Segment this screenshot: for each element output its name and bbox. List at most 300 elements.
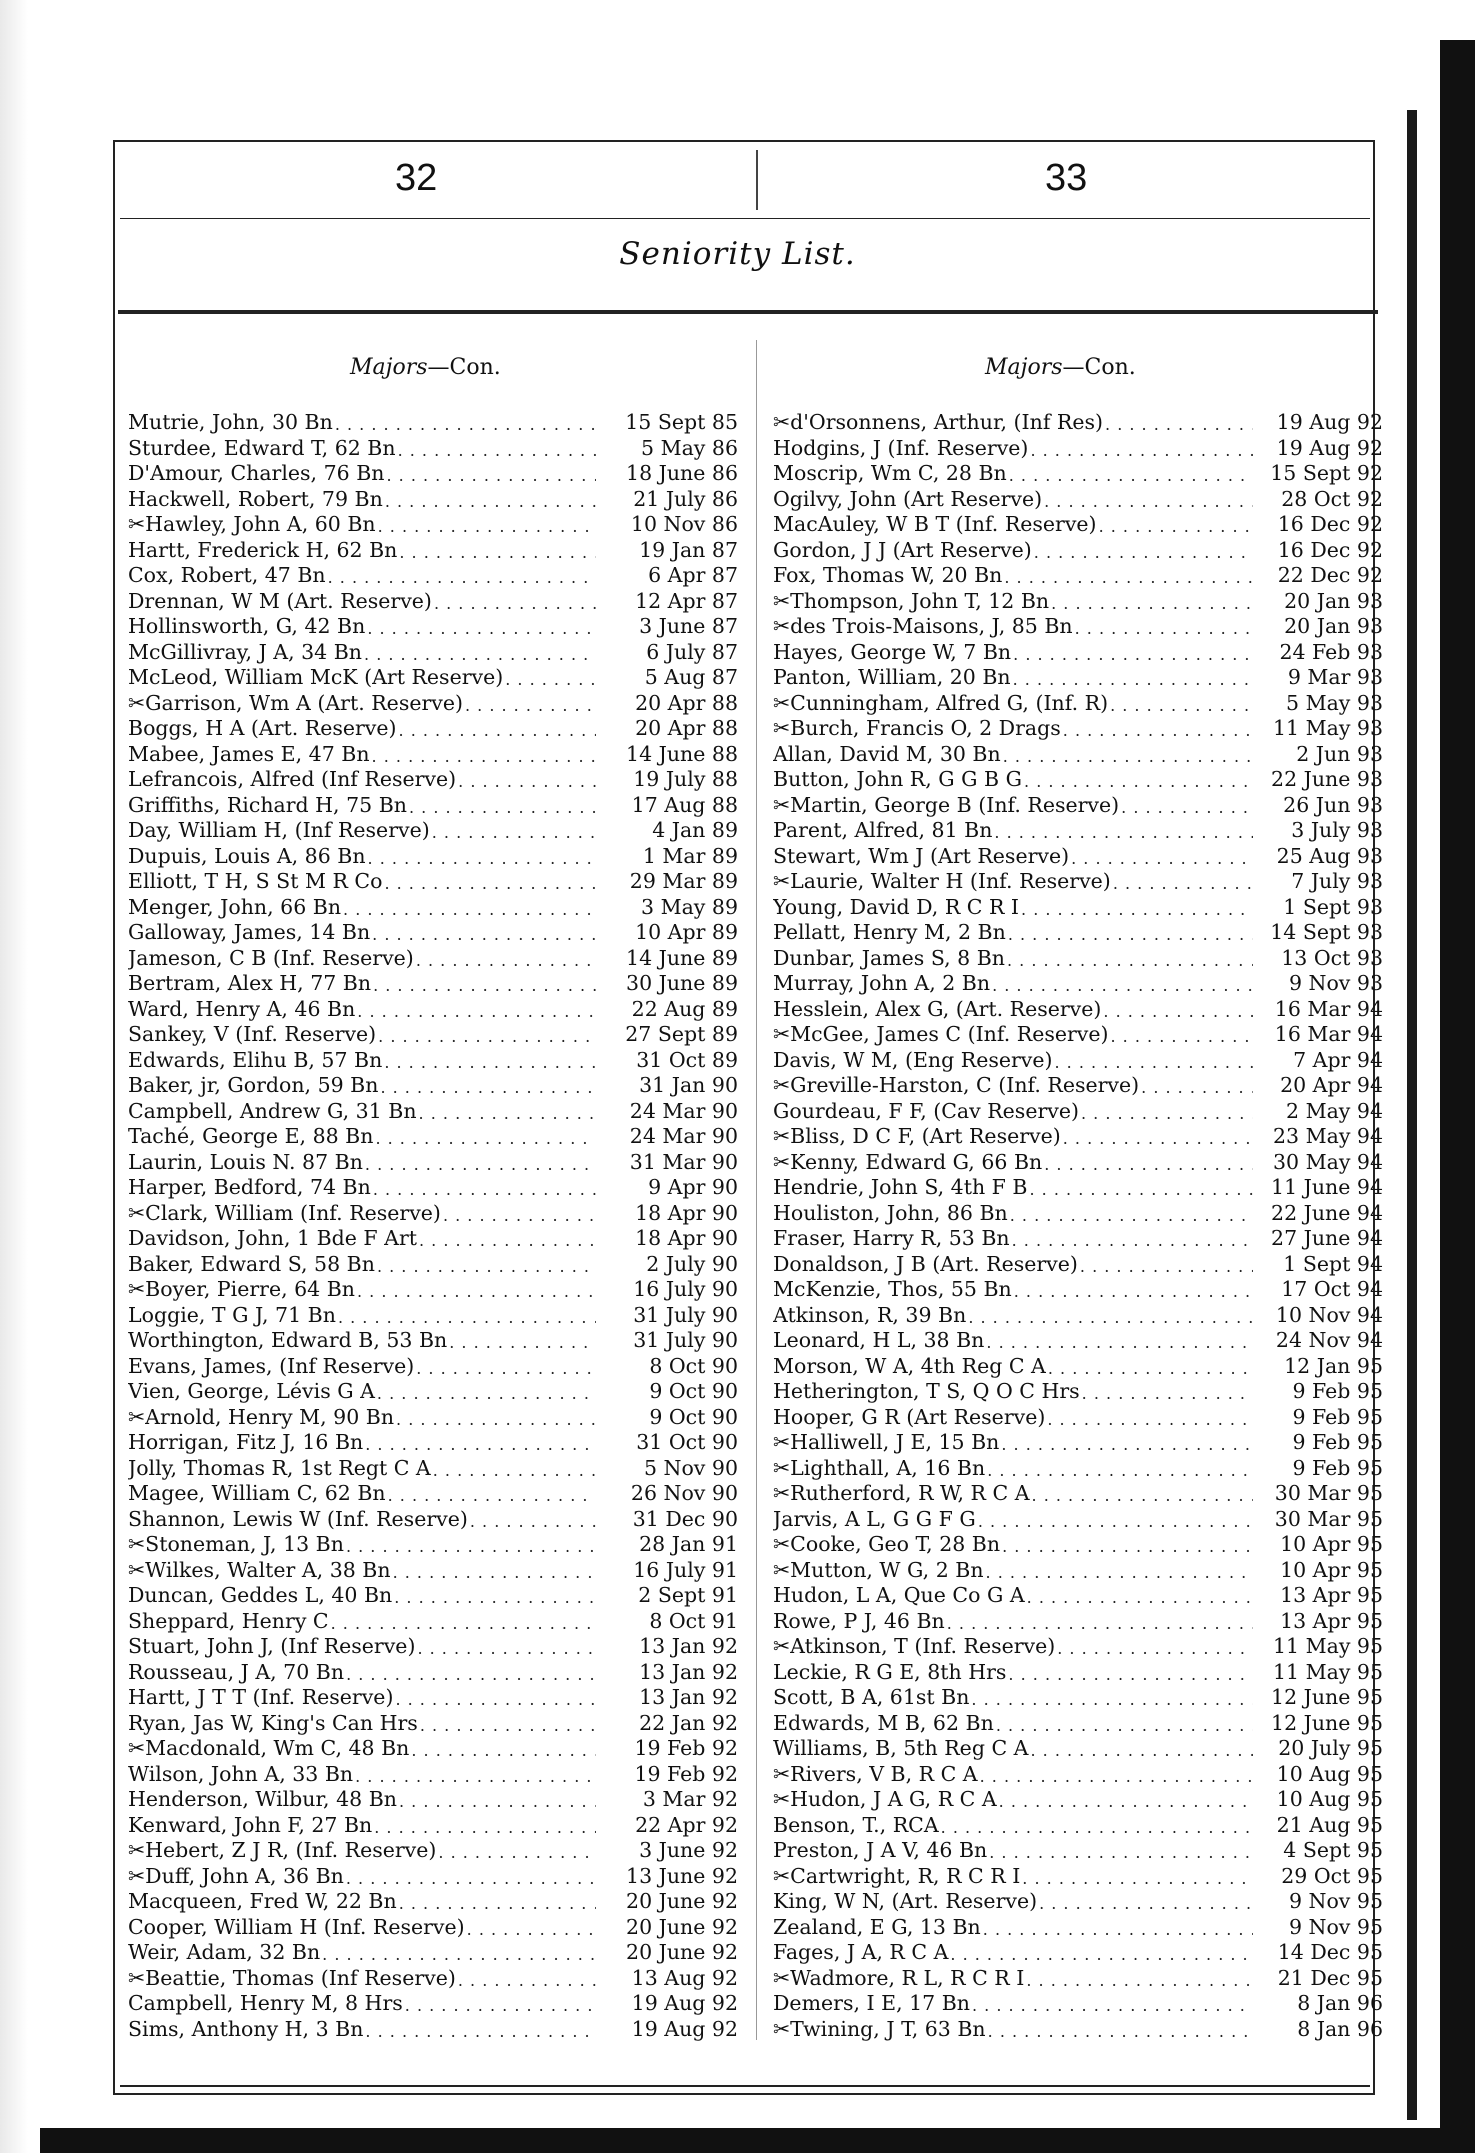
leader-dots [411, 1736, 596, 1762]
bottom-dark-band [40, 2128, 1475, 2153]
officer-name: Menger, John, 66 Bn [128, 894, 342, 919]
officer-name: Hetherington, T S, Q O C Hrs [773, 1379, 1080, 1403]
list-item [773, 1456, 1383, 1482]
seniority-date: 23 May 94 [1273, 1124, 1383, 1148]
list-item [128, 1150, 738, 1176]
list-item [128, 1507, 738, 1533]
leader-dots [398, 436, 596, 462]
list-item [128, 614, 738, 640]
officer-name: Jameson, C B (Inf. Reserve) [128, 945, 414, 970]
list-item [128, 1889, 738, 1915]
officer-name: Hendrie, John S, 4th F B [773, 1175, 1028, 1199]
seniority-date: 20 Apr 88 [635, 690, 738, 715]
officer-name: Atkinson, R, 39 Bn [773, 1302, 967, 1327]
seniority-date: 22 June 93 [1271, 767, 1383, 791]
seniority-date: 27 Sept 89 [625, 1022, 738, 1046]
list-item [773, 997, 1383, 1023]
leader-dots [1039, 1889, 1253, 1915]
seniority-date: 18 Apr 90 [635, 1200, 738, 1225]
leader-dots [1082, 1379, 1253, 1405]
leader-dots [335, 410, 596, 436]
list-item [773, 589, 1383, 615]
seniority-date: 12 Apr 87 [635, 588, 738, 613]
leader-dots [1001, 1430, 1253, 1456]
seniority-date: 10 Apr 95 [1280, 1557, 1383, 1582]
leader-dots [987, 1456, 1253, 1482]
leader-dots [971, 1685, 1253, 1711]
officer-name: Campbell, Henry M, 8 Hrs [128, 1991, 403, 2015]
leader-dots [372, 742, 596, 768]
officer-name: Davis, W M, (Eng Reserve) [773, 1047, 1053, 1072]
seniority-date: 16 July 90 [633, 1277, 738, 1301]
seniority-date: 16 July 91 [633, 1557, 738, 1582]
officer-name: ✂Cunningham, Alfred G, (Inf. R) [773, 690, 1109, 715]
officer-name: Hollinsworth, G, 42 Bn [128, 614, 366, 638]
seniority-date: 9 Oct 90 [649, 1404, 738, 1429]
leader-dots [419, 1099, 596, 1125]
officer-name: Hodgins, J (Inf. Reserve) [773, 435, 1029, 460]
seniority-date: 12 June 95 [1271, 1685, 1383, 1709]
list-item [773, 971, 1383, 997]
page-title: Seniority List. [619, 236, 856, 272]
officer-name: Parent, Alfred, 81 Bn [773, 818, 993, 842]
list-item [128, 869, 738, 895]
list-item [773, 1048, 1383, 1074]
leader-dots [1003, 742, 1253, 768]
seniority-date: 22 June 94 [1271, 1200, 1383, 1225]
officer-name: Fraser, Harry R, 53 Bn [773, 1226, 1010, 1250]
list-item [773, 1328, 1383, 1354]
officer-name: Fages, J A, R C A [773, 1940, 949, 1964]
seniority-date: 11 May 95 [1273, 1634, 1383, 1658]
seniority-date: 1 Mar 89 [642, 843, 738, 868]
list-item [128, 767, 738, 793]
list-item [128, 1532, 738, 1558]
list-item [773, 1711, 1383, 1737]
leader-dots [978, 1507, 1253, 1533]
seniority-date: 16 Mar 94 [1274, 996, 1383, 1021]
list-item [128, 1277, 738, 1303]
officer-name: ✂Lighthall, A, 16 Bn [773, 1455, 986, 1480]
list-item [128, 1813, 738, 1839]
list-item [128, 1405, 738, 1431]
officer-name: Hesslein, Alex G, (Art. Reserve) [773, 996, 1102, 1021]
list-item [128, 1175, 738, 1201]
list-item [128, 716, 738, 742]
list-item [773, 563, 1383, 589]
officer-name: ✂des Trois-Maisons, J, 85 Bn [773, 614, 1073, 638]
list-item [128, 1481, 738, 1507]
seniority-date: 21 Aug 95 [1276, 1812, 1383, 1837]
seniority-date: 9 Feb 95 [1292, 1430, 1383, 1454]
seniority-date: 10 Nov 94 [1275, 1302, 1383, 1327]
officer-name: ✂Mutton, W G, 2 Bn [773, 1557, 984, 1582]
seniority-date: 19 Aug 92 [1276, 410, 1383, 434]
seniority-date: 19 Aug 92 [631, 1991, 738, 2015]
officer-name: Campbell, Andrew G, 31 Bn [128, 1098, 417, 1123]
list-item [773, 1481, 1383, 1507]
list-item [128, 1252, 738, 1278]
officer-name: Button, John R, G G B G [773, 767, 1023, 791]
leader-dots [367, 614, 596, 640]
leader-dots [384, 869, 596, 895]
seniority-date: 24 Nov 94 [1275, 1328, 1383, 1352]
leader-dots [380, 1073, 596, 1099]
officer-name: Dupuis, Louis A, 86 Bn [128, 843, 366, 868]
list-item [128, 691, 738, 717]
leader-dots [1099, 512, 1253, 538]
leader-dots [1024, 767, 1253, 793]
officer-name: Ryan, Jas W, King's Can Hrs [128, 1710, 418, 1735]
list-item [128, 1099, 738, 1125]
officer-name: Murray, John A, 2 Bn [773, 971, 991, 995]
leader-dots [1013, 665, 1253, 691]
leader-dots [322, 1940, 596, 1966]
leader-dots [1030, 1175, 1254, 1201]
list-item [128, 2017, 738, 2043]
list-item [773, 1099, 1383, 1125]
officer-name: Sturdee, Edward T, 62 Bn [128, 435, 396, 460]
officer-name: Shannon, Lewis W (Inf. Reserve) [128, 1506, 468, 1531]
officer-name: ✂Wadmore, R L, R C R I [773, 1965, 1025, 1990]
seniority-date: 30 Mar 95 [1274, 1481, 1383, 1505]
seniority-date: 20 June 92 [626, 1940, 738, 1964]
leader-dots [1105, 410, 1253, 436]
list-item [773, 1991, 1383, 2017]
seniority-date: 6 Apr 87 [648, 563, 738, 587]
leader-dots [399, 538, 596, 564]
leader-dots [1009, 461, 1253, 487]
leader-dots [1044, 1150, 1253, 1176]
list-item [128, 1966, 738, 1992]
list-item [773, 1558, 1383, 1584]
officer-name: Fox, Thomas W, 20 Bn [773, 563, 1003, 587]
list-item [773, 920, 1383, 946]
leader-dots [405, 1991, 596, 2017]
officer-name: Hayes, George W, 7 Bn [773, 639, 1012, 664]
list-item [773, 1762, 1383, 1788]
footer-rule [120, 2085, 1370, 2087]
leader-dots [393, 1558, 596, 1584]
leader-dots [378, 512, 596, 538]
list-item [773, 742, 1383, 768]
list-item [773, 818, 1383, 844]
officer-name: Cox, Robert, 47 Bn [128, 563, 326, 587]
seniority-date: 15 Sept 92 [1270, 461, 1383, 485]
list-item [773, 1532, 1383, 1558]
seniority-date: 25 Aug 93 [1276, 843, 1383, 868]
seniority-date: 9 Nov 95 [1288, 1889, 1383, 1913]
leader-dots [1121, 793, 1253, 819]
list-item [773, 716, 1383, 742]
list-item [773, 1813, 1383, 1839]
list-item [773, 487, 1383, 513]
officer-name: Williams, B, 5th Reg C A [773, 1736, 1029, 1760]
leader-dots [1141, 1073, 1253, 1099]
seniority-date: 1 Sept 94 [1283, 1251, 1383, 1276]
seniority-date: 3 June 92 [639, 1838, 738, 1862]
officer-name: ✂Clark, William (Inf. Reserve) [128, 1200, 441, 1225]
officer-name: Hudon, L A, Que Co G A [773, 1583, 1025, 1607]
list-item [773, 1583, 1383, 1609]
seniority-date: 14 Dec 95 [1277, 1940, 1383, 1964]
leader-dots [980, 1762, 1253, 1788]
seniority-date: 26 Nov 90 [630, 1481, 738, 1505]
list-item [773, 436, 1383, 462]
officer-name: ✂Macdonald, Wm C, 48 Bn [128, 1736, 410, 1760]
seniority-date: 13 Oct 93 [1281, 945, 1383, 970]
list-item [773, 1838, 1383, 1864]
list-item [128, 1354, 738, 1380]
seniority-date: 24 Mar 90 [629, 1124, 738, 1148]
list-item [128, 946, 738, 972]
list-item [773, 538, 1383, 564]
leader-dots [1021, 895, 1253, 921]
leader-dots [1034, 538, 1253, 564]
list-item [128, 742, 738, 768]
seniority-date: 24 Feb 93 [1279, 639, 1383, 664]
seniority-date: 29 Mar 89 [629, 869, 738, 893]
list-item [128, 1430, 738, 1456]
seniority-date: 12 Jan 95 [1284, 1353, 1383, 1378]
leader-dots [1047, 1405, 1253, 1431]
officer-name: McKenzie, Thos, 55 Bn [773, 1277, 1012, 1301]
officer-name: ✂Thompson, John T, 12 Bn [773, 588, 1050, 613]
leader-dots [377, 1252, 596, 1278]
list-item [773, 1430, 1383, 1456]
leader-dots [1032, 1481, 1253, 1507]
seniority-date: 9 Oct 90 [649, 1379, 738, 1403]
list-item [128, 844, 738, 870]
seniority-date: 3 Mar 92 [642, 1787, 738, 1811]
seniority-date: 11 May 93 [1273, 716, 1383, 740]
list-item [128, 1787, 738, 1813]
list-item [128, 538, 738, 564]
leader-dots [1030, 436, 1253, 462]
list-item [128, 793, 738, 819]
list-item [128, 1915, 738, 1941]
list-item [128, 512, 738, 538]
leader-dots [373, 971, 596, 997]
officer-name: Benson, T., RCA [773, 1812, 939, 1837]
leader-dots [968, 1303, 1253, 1329]
leader-dots [1022, 1864, 1253, 1890]
seniority-date: 9 Feb 95 [1292, 1379, 1383, 1403]
list-item [128, 1022, 738, 1048]
list-item [773, 640, 1383, 666]
leader-dots [1026, 1966, 1253, 1992]
officer-name: ✂Rivers, V B, R C A [773, 1761, 978, 1786]
officer-name: Dunbar, James S, 8 Bn [773, 945, 1005, 970]
seniority-date: 31 Mar 90 [629, 1149, 738, 1174]
leader-dots [1075, 614, 1253, 640]
header-rule [120, 218, 1370, 219]
officer-name: ✂Atkinson, T (Inf. Reserve) [773, 1634, 1056, 1658]
list-item [773, 1226, 1383, 1252]
leader-dots [1103, 997, 1253, 1023]
list-item [773, 2017, 1383, 2043]
page-left-shadow [0, 0, 28, 2153]
leader-dots [385, 487, 596, 513]
list-item [773, 410, 1383, 436]
list-item [128, 1838, 738, 1864]
officer-name: MacAuley, W B T (Inf. Reserve) [773, 512, 1097, 536]
list-item [128, 1634, 738, 1660]
seniority-date: 2 Sept 91 [638, 1583, 738, 1607]
list-item [773, 1685, 1383, 1711]
leader-dots [434, 589, 596, 615]
officer-name: Donaldson, J B (Art. Reserve) [773, 1251, 1078, 1276]
list-item [773, 1303, 1383, 1329]
seniority-date: 9 Feb 95 [1292, 1455, 1383, 1480]
officer-name: Cooper, William H (Inf. Reserve) [128, 1914, 465, 1939]
seniority-date: 19 July 88 [633, 767, 738, 791]
seniority-date: 20 Apr 94 [1280, 1073, 1383, 1097]
officer-name: McLeod, William McK (Art Reserve) [128, 665, 504, 689]
officer-name: ✂Cooke, Geo T, 28 Bn [773, 1532, 1001, 1556]
officer-name: Mabee, James E, 47 Bn [128, 741, 370, 766]
list-item [128, 895, 738, 921]
book-edge-dark-band [1440, 40, 1475, 2153]
list-item [128, 1685, 738, 1711]
leader-dots [983, 1915, 1253, 1941]
seniority-date: 13 June 92 [626, 1863, 738, 1888]
seniority-date: 16 Dec 92 [1277, 537, 1383, 562]
list-item [128, 1303, 738, 1329]
leader-dots [1055, 1048, 1254, 1074]
officer-name: ✂McGee, James C (Inf. Reserve) [773, 1022, 1109, 1046]
list-item [128, 589, 738, 615]
leader-dots [1063, 716, 1253, 742]
leader-dots [992, 971, 1253, 997]
officer-name: Ogilvy, John (Art Reserve) [773, 486, 1043, 511]
officer-name: Worthington, Edward B, 53 Bn [128, 1328, 448, 1352]
left-heading-rank: Majors [350, 355, 428, 380]
seniority-date: 3 May 89 [641, 894, 738, 919]
seniority-date: 3 June 87 [639, 614, 738, 638]
seniority-date: 30 June 89 [626, 971, 738, 995]
list-item [128, 997, 738, 1023]
officer-name: Leckie, R G E, 8th Hrs [773, 1659, 1007, 1684]
seniority-date: 31 Dec 90 [632, 1506, 738, 1531]
officer-name: ✂Bliss, D C F, (Art Reserve) [773, 1124, 1061, 1148]
leader-dots [1113, 869, 1253, 895]
officer-name: Galloway, James, 14 Bn [128, 920, 371, 944]
leader-dots [328, 563, 596, 589]
seniority-date: 13 Apr 95 [1280, 1583, 1383, 1607]
leader-dots [1048, 1354, 1253, 1380]
seniority-date: 6 July 87 [646, 639, 738, 664]
seniority-date: 19 Feb 92 [634, 1736, 738, 1760]
leader-dots [373, 1175, 596, 1201]
list-item [773, 1660, 1383, 1686]
list-item [773, 1201, 1383, 1227]
list-item [128, 665, 738, 691]
leader-dots [338, 1303, 596, 1329]
seniority-date: 8 Oct 91 [649, 1608, 738, 1633]
leader-dots [941, 1813, 1253, 1839]
officer-name: ✂Boyer, Pierre, 64 Bn [128, 1277, 355, 1301]
officer-name: Rowe, P J, 46 Bn [773, 1608, 945, 1633]
leader-dots [377, 1379, 596, 1405]
officer-name: ✂Martin, George B (Inf. Reserve) [773, 792, 1120, 817]
leader-dots [1010, 1201, 1253, 1227]
seniority-date: 5 May 93 [1286, 690, 1383, 715]
seniority-date: 8 Jan 96 [1297, 1991, 1383, 2015]
leader-dots [399, 716, 596, 742]
page-number-divider [756, 150, 758, 210]
seniority-date: 22 Apr 92 [635, 1812, 738, 1837]
officer-name: ✂Laurie, Walter H (Inf. Reserve) [773, 869, 1111, 893]
leader-dots [396, 1405, 596, 1431]
seniority-date: 16 Mar 94 [1274, 1022, 1383, 1046]
officer-name: ✂Hudon, J A G, R C A [773, 1787, 997, 1811]
officer-name: Hooper, G R (Art Reserve) [773, 1404, 1046, 1429]
leader-dots [346, 1660, 596, 1686]
leader-dots [947, 1609, 1253, 1635]
leader-dots [950, 1940, 1253, 1966]
list-item [128, 1609, 738, 1635]
officer-name: ✂Twining, J T, 63 Bn [773, 2016, 986, 2041]
officer-name: Sims, Anthony H, 3 Bn [128, 2016, 364, 2041]
officer-name: Mutrie, John, 30 Bn [128, 410, 333, 434]
seniority-date: 13 Jan 92 [639, 1659, 738, 1684]
seniority-date: 19 Jan 87 [639, 537, 738, 562]
left-page-number: 32 [395, 157, 438, 199]
officer-name: Bertram, Alex H, 77 Bn [128, 971, 372, 995]
officer-name: ✂Stoneman, J, 13 Bn [128, 1532, 344, 1556]
seniority-date: 11 June 94 [1271, 1175, 1383, 1199]
leader-dots [365, 1150, 596, 1176]
list-item [128, 1328, 738, 1354]
officer-name: Sankey, V (Inf. Reserve) [128, 1022, 377, 1046]
officer-name: Day, William H, (Inf Reserve) [128, 818, 430, 842]
right-column-list [773, 410, 1383, 2042]
seniority-date: 5 Nov 90 [643, 1455, 738, 1480]
list-item [773, 1889, 1383, 1915]
seniority-date: 9 Nov 95 [1288, 1914, 1383, 1939]
leader-dots [1063, 1124, 1253, 1150]
officer-name: Loggie, T G J, 71 Bn [128, 1302, 336, 1327]
officer-name: ✂Duff, John A, 36 Bn [128, 1863, 344, 1888]
leader-dots [365, 2017, 596, 2043]
list-item [773, 512, 1383, 538]
officer-name: ✂Arnold, Henry M, 90 Bn [128, 1404, 395, 1429]
officer-name: Hackwell, Robert, 79 Bn [128, 486, 383, 511]
seniority-date: 14 Sept 93 [1270, 920, 1383, 944]
leader-dots [989, 1838, 1253, 1864]
officer-name: Edwards, Elihu B, 57 Bn [128, 1047, 383, 1072]
officer-name: Sheppard, Henry C [128, 1608, 329, 1633]
officer-name: ✂Beattie, Thomas (Inf Reserve) [128, 1965, 456, 1990]
officer-name: Hartt, J T T (Inf. Reserve) [128, 1685, 394, 1709]
binding-edge-line [1407, 110, 1417, 2120]
leader-dots [420, 1711, 596, 1737]
officer-name: ✂Wilkes, Walter A, 38 Bn [128, 1557, 391, 1582]
officer-name: Young, David D, R C R I [773, 894, 1020, 919]
officer-name: ✂Greville-Harston, C (Inf. Reserve) [773, 1073, 1140, 1097]
leader-dots [357, 1277, 596, 1303]
officer-name: Ward, Henry A, 46 Bn [128, 996, 356, 1021]
leader-dots [1110, 691, 1253, 717]
list-item [773, 844, 1383, 870]
officer-name: Zealand, E G, 13 Bn [773, 1914, 981, 1939]
seniority-date: 20 Jan 93 [1284, 614, 1383, 638]
officer-name: Boggs, H A (Art. Reserve) [128, 716, 397, 740]
list-item [128, 920, 738, 946]
officer-name: Harper, Bedford, 74 Bn [128, 1175, 371, 1199]
list-item [773, 1379, 1383, 1405]
